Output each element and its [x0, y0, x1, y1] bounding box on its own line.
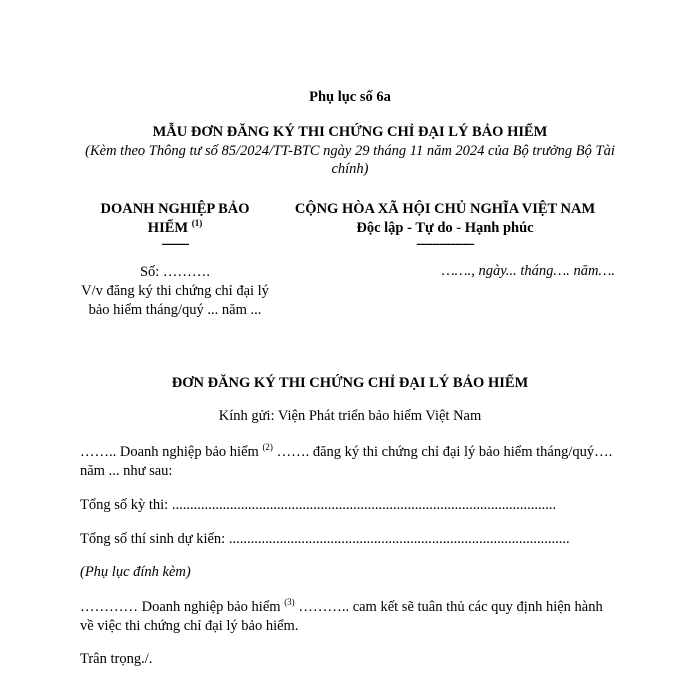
footnote-2: (2) — [262, 442, 273, 453]
para2-end: ……….. cam kết sẽ tuân thủ các quy định hiện hành về việc thi chứng chỉ đại lý bảo hiểm. — [80, 599, 603, 634]
nation-name: CỘNG HÒA XÃ HỘI CHỦ NGHĨA VIỆT NAM — [294, 201, 596, 217]
para1-start: …….. Doanh nghiệp bảo hiểm — [80, 444, 263, 460]
company-divider: ------- — [161, 236, 189, 252]
nation-divider: --------------- — [416, 236, 474, 252]
closing-line: Trân trọng./. — [80, 651, 153, 667]
company-name-text: DOANH NGHIỆP BẢO HIỂM — [100, 201, 250, 236]
application-title: ĐƠN ĐĂNG KÝ THI CHỨNG CHỈ ĐẠI LÝ BẢO HIỂM — [171, 375, 529, 391]
national-motto: Độc lập - Tự do - Hạnh phúc — [356, 220, 534, 236]
document-number: Số: ………. — [139, 264, 211, 280]
para1-end: ……. đăng ký thi chứng chỉ đại lý bảo hiểm tháng/quý…. năm ... như sau: — [80, 444, 613, 479]
commitment-paragraph — [80, 598, 620, 636]
company-name — [100, 201, 249, 236]
attachment-note: (Phụ lục đính kèm) — [80, 564, 191, 580]
reference-block — [80, 263, 270, 320]
total-candidates-line: Tổng số thí sinh dự kiến: .............................................................................................. — [80, 531, 570, 547]
company-block — [80, 200, 270, 250]
document-subject: V/v đăng ký thi chứng chỉ đại lý bảo hiểm tháng/quý ... năm ... — [81, 283, 269, 318]
footnote-3: (3) — [284, 597, 295, 608]
total-exams-line: Tổng số kỳ thi: .......................................................................................................... — [80, 497, 557, 513]
footnote-1: (1) — [191, 218, 203, 229]
form-title: MẪU ĐƠN ĐĂNG KÝ THI CHỨNG CHỈ ĐẠI LÝ BẢO HIỂM — [152, 124, 548, 140]
para2-start: ………… Doanh nghiệp bảo hiểm — [80, 599, 285, 615]
recipient-line: Kính gửi: Viện Phát triển bảo hiểm Việt Nam — [218, 408, 482, 424]
place-date: ……., ngày... tháng…. năm…. — [441, 263, 615, 279]
appendix-label: Phụ lục số 6a — [309, 89, 391, 105]
form-subtitle: (Kèm theo Thông tư số 85/2024/TT-BTC ngày 29 tháng 11 năm 2024 của Bộ trưởng Bộ Tài chính) — [85, 143, 615, 177]
nation-block — [280, 200, 610, 250]
registration-paragraph — [80, 443, 620, 481]
